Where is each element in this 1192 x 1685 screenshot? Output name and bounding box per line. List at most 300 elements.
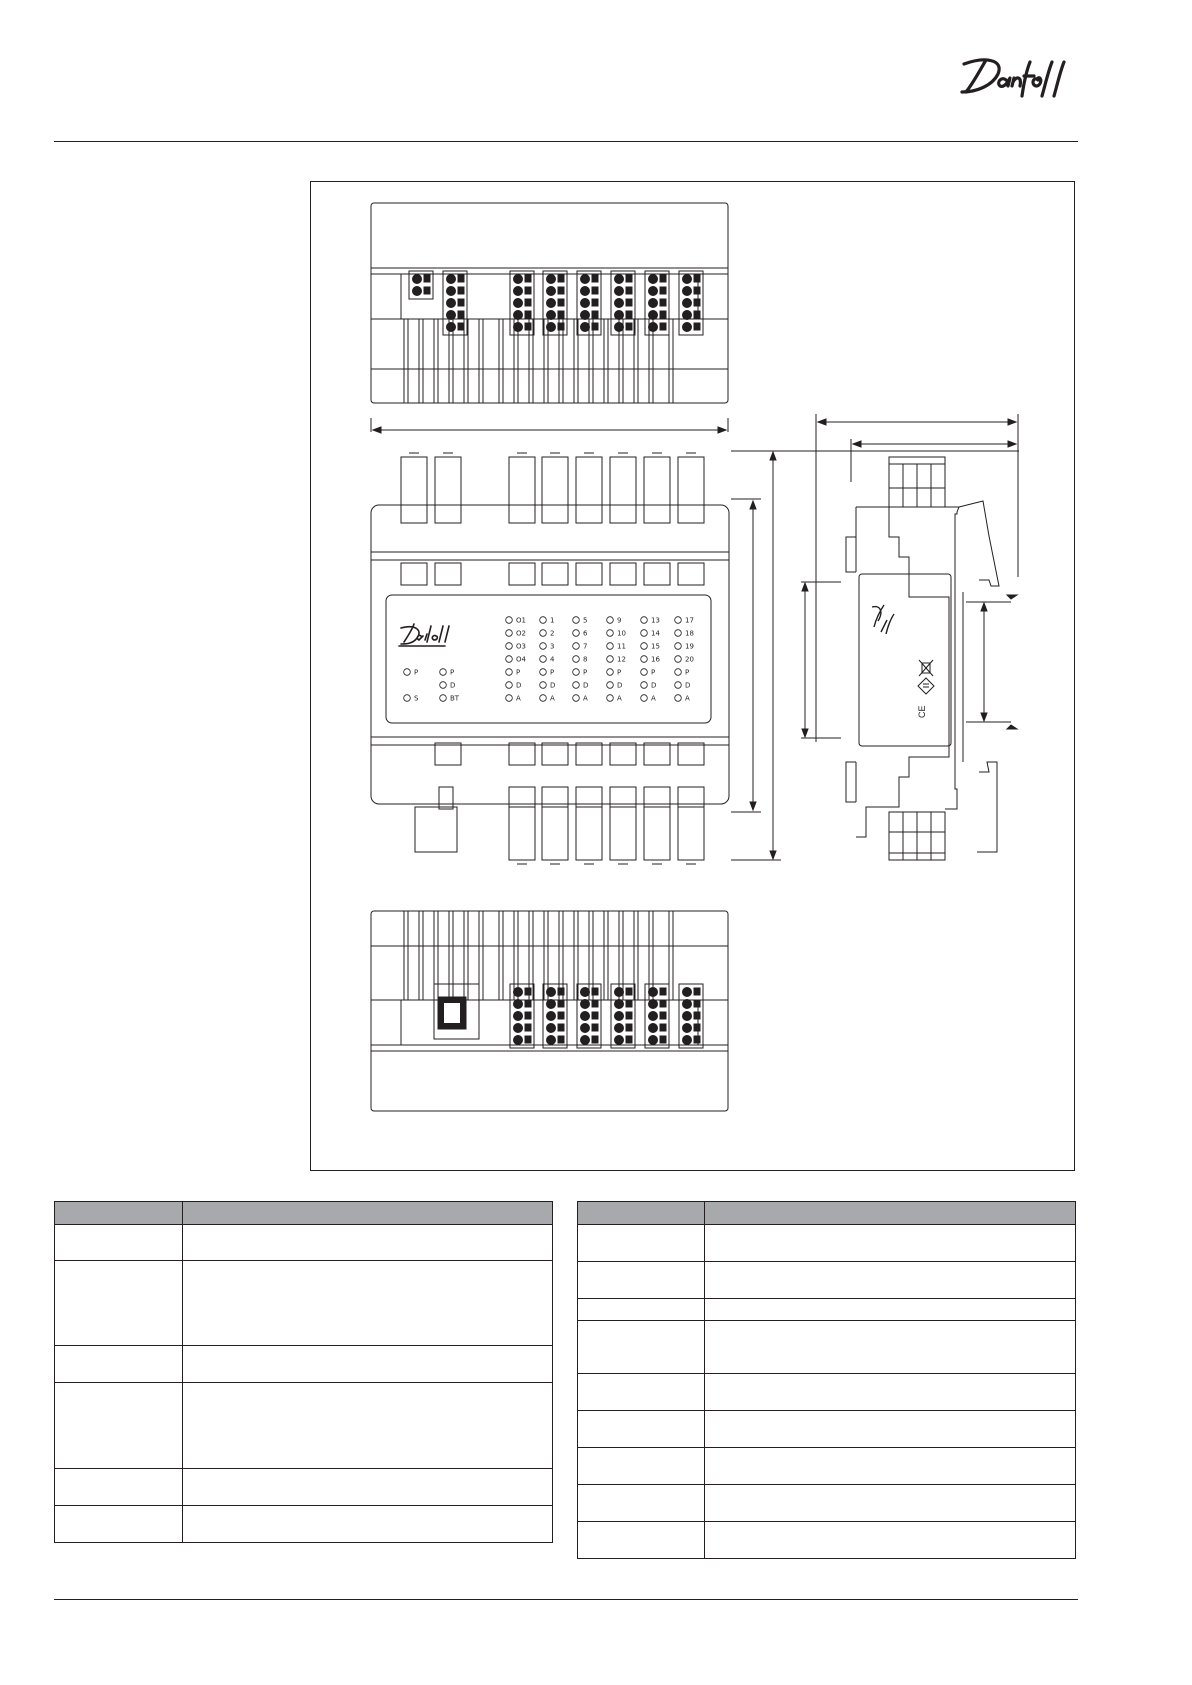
- terminal-screw: [649, 287, 658, 296]
- led-icon: [641, 643, 648, 650]
- terminal-clamp: [592, 311, 598, 318]
- led-icon: [675, 656, 682, 663]
- dimension-drawing: [311, 182, 1076, 1172]
- terminal-clamp: [694, 323, 700, 330]
- fin: [419, 319, 423, 403]
- led-icon: [506, 643, 513, 650]
- fin: [479, 911, 483, 1000]
- terminal-screw: [683, 275, 692, 284]
- fin: [464, 911, 468, 1000]
- led-label: 18: [685, 629, 694, 638]
- led-label: D: [651, 681, 657, 690]
- window: [644, 743, 670, 765]
- double-insulation-icon: [918, 678, 934, 694]
- terminal-screw: [581, 1000, 590, 1009]
- led-icon: [573, 695, 580, 702]
- terminal-screw: [514, 1000, 523, 1009]
- terminal-screw: [547, 299, 556, 308]
- led-icon: [440, 682, 447, 689]
- top-connector-base: [435, 505, 461, 523]
- terminal-screw: [615, 299, 624, 308]
- terminal-screw: [581, 311, 590, 320]
- led-icon: [573, 682, 580, 689]
- terminal-screw: [447, 299, 456, 308]
- fin: [604, 911, 608, 1000]
- led-icon: [607, 669, 614, 676]
- terminal-screw: [514, 323, 523, 332]
- terminal-screw: [581, 287, 590, 296]
- terminal-clamp: [694, 1024, 700, 1031]
- terminal-screw: [514, 1036, 523, 1045]
- terminal-screw: [581, 275, 590, 284]
- led-icon: [540, 643, 547, 650]
- table-row: [578, 1299, 1076, 1321]
- terminal-screw: [581, 1024, 590, 1033]
- led-icon: [675, 695, 682, 702]
- led-label: A: [651, 694, 656, 703]
- fin: [434, 319, 438, 403]
- top-connector-base: [576, 505, 602, 523]
- led-icon: [573, 643, 580, 650]
- terminal-screw: [649, 1012, 658, 1021]
- fin: [669, 911, 673, 1000]
- fin: [529, 319, 533, 403]
- bottom-connector: [542, 807, 568, 860]
- terminal-screw: [413, 287, 422, 296]
- window: [678, 743, 704, 765]
- table-row: [578, 1262, 1076, 1299]
- fin: [649, 911, 653, 1000]
- led-label: 14: [651, 629, 660, 638]
- terminal-clamp: [660, 323, 666, 330]
- led-label: O3: [516, 642, 526, 651]
- terminal-clamp: [558, 275, 564, 282]
- bottom-connector: [576, 807, 602, 860]
- window: [610, 563, 636, 585]
- led-label: A: [583, 694, 588, 703]
- side-danfoss-logo-icon: [872, 605, 894, 634]
- terminal-clamp: [660, 287, 666, 294]
- terminal-clamp: [694, 1000, 700, 1007]
- terminal-screw: [514, 311, 523, 320]
- terminal-screw: [649, 1024, 658, 1033]
- led-label: 8: [583, 655, 588, 664]
- terminal-screw: [514, 287, 523, 296]
- terminal-clamp: [458, 299, 464, 306]
- fin: [604, 319, 608, 403]
- window: [542, 743, 568, 765]
- table-row: [578, 1411, 1076, 1448]
- terminal-screw: [547, 287, 556, 296]
- terminal-screw: [581, 1012, 590, 1021]
- table-header-row: [578, 1202, 1076, 1225]
- led-label: P: [583, 668, 588, 677]
- terminal-screw: [581, 299, 590, 308]
- led-icon: [573, 656, 580, 663]
- terminal-clamp: [424, 275, 430, 282]
- top-connector-base: [401, 505, 427, 523]
- terminal-screw: [547, 1000, 556, 1009]
- terminal-screw: [649, 323, 658, 332]
- danfoss-logo: [956, 52, 1080, 102]
- terminal-screw: [683, 988, 692, 997]
- terminal-screw: [447, 287, 456, 296]
- terminal-screw: [615, 275, 624, 284]
- terminal-screw: [615, 1000, 624, 1009]
- led-label: A: [617, 694, 622, 703]
- table-row: [578, 1374, 1076, 1411]
- terminal-clamp: [592, 275, 598, 282]
- table-header-row: [55, 1202, 553, 1225]
- terminal-screw: [581, 988, 590, 997]
- led-label: S: [414, 694, 419, 703]
- terminal-screw: [683, 311, 692, 320]
- led-label: O2: [516, 629, 526, 638]
- bottom-view: [371, 911, 728, 1111]
- terminal-clamp: [660, 311, 666, 318]
- footer-rule: [54, 1599, 1078, 1600]
- terminal-clamp: [592, 287, 598, 294]
- led-label: A: [685, 694, 690, 703]
- side-view: [731, 414, 1019, 860]
- table-row: [55, 1506, 553, 1543]
- terminal-screw: [514, 1024, 523, 1033]
- ce-mark: CE: [917, 705, 927, 718]
- spec-table-left: [54, 1201, 553, 1543]
- spec-table-right: [577, 1201, 1076, 1559]
- terminal-screw: [683, 1012, 692, 1021]
- terminal-clamp: [694, 275, 700, 282]
- fin: [619, 911, 623, 1000]
- led-label: 10: [617, 629, 626, 638]
- terminal-clamp: [660, 1036, 666, 1043]
- terminal-clamp: [694, 1012, 700, 1019]
- led-icon: [675, 630, 682, 637]
- led-label: 16: [651, 655, 660, 664]
- led-icon: [607, 630, 614, 637]
- window: [435, 743, 461, 765]
- terminal-screw: [649, 988, 658, 997]
- fin: [499, 911, 503, 1000]
- terminal-clamp: [592, 323, 598, 330]
- led-label: 11: [617, 642, 626, 651]
- top-connector-base: [610, 505, 636, 523]
- led-label: 1: [550, 616, 555, 625]
- led-label: D: [685, 681, 691, 690]
- bottom-connector: [678, 807, 704, 860]
- led-icon: [675, 643, 682, 650]
- terminal-screw: [615, 311, 624, 320]
- terminal-clamp: [458, 323, 464, 330]
- terminal-clamp: [592, 1036, 598, 1043]
- terminal-clamp: [626, 988, 632, 995]
- led-label: BT: [450, 694, 460, 703]
- terminal-clamp: [660, 1012, 666, 1019]
- table-row: [55, 1261, 553, 1346]
- terminal-clamp: [626, 299, 632, 306]
- led-icon: [506, 669, 513, 676]
- terminal-clamp: [558, 311, 564, 318]
- terminal-clamp: [626, 275, 632, 282]
- terminal-screw: [514, 275, 523, 284]
- bottom-connector: [509, 807, 535, 860]
- led-label: 20: [685, 655, 694, 664]
- terminal-screw: [615, 1036, 624, 1045]
- terminal-screw: [547, 323, 556, 332]
- top-connector: [610, 457, 636, 505]
- led-label: P: [450, 668, 455, 677]
- led-label: A: [550, 694, 555, 703]
- table-row: [578, 1448, 1076, 1485]
- terminal-clamp: [660, 275, 666, 282]
- led-icon: [641, 630, 648, 637]
- terminal-clamp: [558, 1012, 564, 1019]
- terminal-clamp: [525, 1024, 531, 1031]
- terminal-screw: [683, 287, 692, 296]
- led-label: P: [550, 668, 555, 677]
- led-icon: [607, 656, 614, 663]
- window: [509, 563, 535, 585]
- fin: [529, 911, 533, 1000]
- fin: [544, 911, 548, 1000]
- led-label: 5: [583, 616, 588, 625]
- terminal-clamp: [558, 323, 564, 330]
- led-icon: [540, 656, 547, 663]
- terminal-screw: [649, 1036, 658, 1045]
- fin: [404, 319, 408, 403]
- terminal-screw: [649, 299, 658, 308]
- led-label: 15: [651, 642, 660, 651]
- terminal-clamp: [558, 988, 564, 995]
- led-icon: [506, 682, 513, 689]
- led-label: D: [550, 681, 556, 690]
- terminal-clamp: [458, 287, 464, 294]
- terminal-clamp: [458, 311, 464, 318]
- led-label: 3: [550, 642, 555, 651]
- led-label: P: [651, 668, 656, 677]
- led-label: D: [516, 681, 522, 690]
- led-icon: [641, 695, 648, 702]
- window: [678, 563, 704, 585]
- terminal-clamp: [626, 1024, 632, 1031]
- window: [401, 563, 427, 585]
- led-icon: [440, 669, 447, 676]
- terminal-screw: [514, 1012, 523, 1021]
- terminal-clamp: [525, 988, 531, 995]
- terminal-screw: [514, 988, 523, 997]
- terminal-screw: [649, 275, 658, 284]
- window: [509, 743, 535, 765]
- terminal-clamp: [525, 1036, 531, 1043]
- led-icon: [675, 682, 682, 689]
- top-connector: [435, 457, 461, 505]
- led-icon: [607, 682, 614, 689]
- terminal-clamp: [525, 311, 531, 318]
- led-icon: [540, 669, 547, 676]
- led-label: 9: [617, 616, 622, 625]
- terminal-screw: [547, 1012, 556, 1021]
- terminal-clamp: [592, 1000, 598, 1007]
- led-icon: [540, 682, 547, 689]
- led-label: A: [516, 694, 521, 703]
- terminal-clamp: [626, 1000, 632, 1007]
- terminal-screw: [547, 988, 556, 997]
- led-icon: [540, 630, 547, 637]
- led-label: P: [685, 668, 690, 677]
- terminal-screw: [547, 275, 556, 284]
- led-label: D: [617, 681, 623, 690]
- table-row: [578, 1522, 1076, 1559]
- table-row: [55, 1469, 553, 1506]
- terminal-screw: [615, 1024, 624, 1033]
- led-label: 7: [583, 642, 588, 651]
- led-icon: [641, 669, 648, 676]
- terminal-screw: [447, 275, 456, 284]
- led-label: O4: [516, 655, 526, 664]
- led-label: P: [516, 668, 521, 677]
- terminal-clamp: [660, 988, 666, 995]
- terminal-screw: [615, 287, 624, 296]
- terminal-clamp: [694, 988, 700, 995]
- led-icon: [607, 695, 614, 702]
- terminal-clamp: [660, 1024, 666, 1031]
- window: [576, 563, 602, 585]
- fin: [544, 319, 548, 403]
- led-label: 6: [583, 629, 588, 638]
- terminal-screw: [649, 311, 658, 320]
- terminal-clamp: [525, 1012, 531, 1019]
- led-label: D: [583, 681, 589, 690]
- terminal-clamp: [660, 1000, 666, 1007]
- window: [644, 563, 670, 585]
- fin: [559, 911, 563, 1000]
- fin: [559, 319, 563, 403]
- top-connector-base: [644, 505, 670, 523]
- window: [610, 743, 636, 765]
- terminal-screw: [615, 1012, 624, 1021]
- terminal-clamp: [525, 323, 531, 330]
- terminal-clamp: [626, 1036, 632, 1043]
- led-icon: [506, 630, 513, 637]
- led-icon: [641, 617, 648, 624]
- table-row: [55, 1225, 553, 1261]
- terminal-clamp: [525, 1000, 531, 1007]
- terminal-clamp: [694, 287, 700, 294]
- led-icon: [573, 669, 580, 676]
- terminal-clamp: [458, 275, 464, 282]
- led-icon: [607, 617, 614, 624]
- terminal-clamp: [626, 1012, 632, 1019]
- terminal-clamp: [592, 1012, 598, 1019]
- led-icon: [641, 682, 648, 689]
- led-icon: [404, 695, 411, 702]
- table-row: [55, 1346, 553, 1383]
- led-label: 13: [651, 616, 660, 625]
- led-icon: [675, 669, 682, 676]
- fin: [404, 911, 408, 1000]
- terminal-screw: [683, 1024, 692, 1033]
- fin: [434, 911, 438, 1000]
- led-icon: [573, 630, 580, 637]
- terminal-clamp: [592, 299, 598, 306]
- terminal-screw: [547, 1036, 556, 1045]
- terminal-screw: [581, 1036, 590, 1045]
- table-row: [578, 1225, 1076, 1262]
- terminal-clamp: [424, 287, 430, 294]
- led-icon: [506, 656, 513, 663]
- terminal-screw: [447, 311, 456, 320]
- terminal-clamp: [558, 1024, 564, 1031]
- led-label: P: [414, 668, 419, 677]
- front-danfoss-logo-icon: [399, 624, 449, 646]
- led-icon: [540, 617, 547, 624]
- terminal-screw: [683, 1036, 692, 1045]
- fin: [589, 911, 593, 1000]
- terminal-clamp: [694, 311, 700, 318]
- terminal-clamp: [626, 287, 632, 294]
- top-connector-base: [509, 505, 535, 523]
- terminal-clamp: [558, 1000, 564, 1007]
- terminal-screw: [683, 299, 692, 308]
- terminal-clamp: [525, 299, 531, 306]
- terminal-screw: [615, 988, 624, 997]
- terminal-screw: [514, 299, 523, 308]
- led-label: 4: [550, 655, 555, 664]
- led-label: P: [617, 668, 622, 677]
- led-icon: [506, 617, 513, 624]
- table-row: [578, 1485, 1076, 1522]
- dimension-drawing-frame: [310, 181, 1075, 1171]
- led-icon: [675, 617, 682, 624]
- terminal-clamp: [626, 311, 632, 318]
- terminal-clamp: [592, 1024, 598, 1031]
- terminal-clamp: [592, 988, 598, 995]
- terminal-screw: [683, 323, 692, 332]
- terminal-screw: [649, 1000, 658, 1009]
- led-icon: [607, 643, 614, 650]
- window: [576, 743, 602, 765]
- fin: [479, 319, 483, 403]
- terminal-screw: [447, 323, 456, 332]
- led-icon: [440, 695, 447, 702]
- top-connector: [542, 457, 568, 505]
- top-connector: [678, 457, 704, 505]
- terminal-screw: [615, 323, 624, 332]
- terminal-screw: [413, 275, 422, 284]
- bottom-connector: [610, 807, 636, 860]
- top-connector: [576, 457, 602, 505]
- fin: [499, 319, 503, 403]
- fin: [514, 911, 518, 1000]
- led-label: O1: [516, 616, 526, 625]
- terminal-clamp: [525, 287, 531, 294]
- terminal-clamp: [558, 299, 564, 306]
- table-row: [55, 1383, 553, 1469]
- terminal-clamp: [558, 1036, 564, 1043]
- terminal-clamp: [694, 1036, 700, 1043]
- fin: [669, 319, 673, 403]
- led-icon: [641, 656, 648, 663]
- led-icon: [404, 669, 411, 676]
- led-icon: [506, 695, 513, 702]
- top-view: [371, 203, 728, 403]
- top-connector-base: [542, 505, 568, 523]
- front-view: [371, 418, 781, 864]
- terminal-clamp: [525, 275, 531, 282]
- header-rule: [54, 141, 1078, 142]
- fin: [589, 319, 593, 403]
- crossed-bin-icon: [919, 660, 933, 676]
